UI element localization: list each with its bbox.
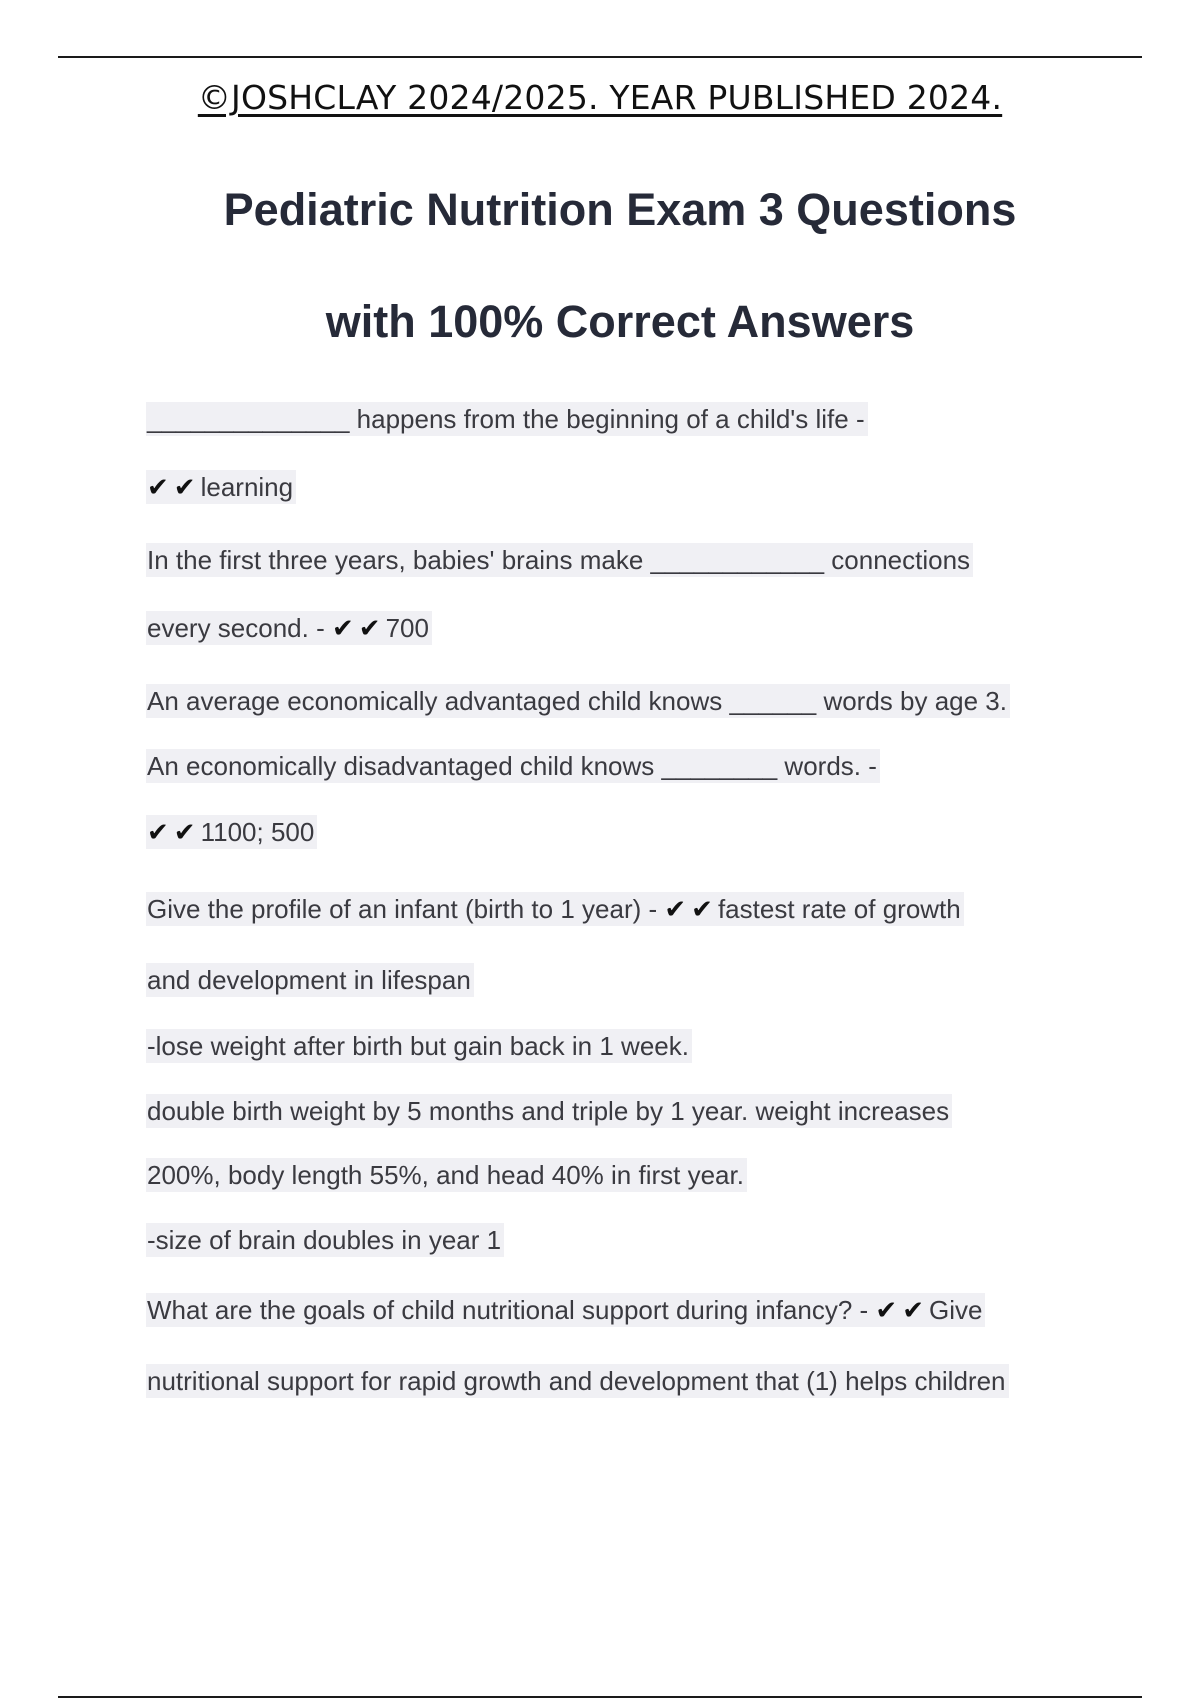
answer-2-text: 700 [385,613,429,643]
answer-3 [146,817,317,848]
copyright-header [0,78,1200,117]
question-2-text: In the first three years, babies' brains make ____________ connections [146,543,973,577]
page-title-line-2: with 100% Correct Answers [325,296,915,347]
answer-3-text: 1100; 500 [200,817,315,847]
answer-4-text-5: 200%, body length 55%, and head 40% in first year. [146,1158,747,1192]
question-3-text: An average economically advantaged child knows ______ words by age 3. [146,684,1010,718]
question-2 [146,545,973,576]
check-icon: ✔ [147,472,169,502]
answer-4-text-3: -lose weight after birth but gain back in 1 week. [146,1029,692,1063]
answer-4-line-6 [146,1225,504,1256]
answer-4-line-5 [146,1160,747,1191]
answer-4-line-2 [146,965,474,996]
check-icon: ✔ [331,613,354,643]
check-icon: ✔ [875,1295,898,1325]
question-1 [146,404,868,435]
answer-5-text-2: nutritional support for rapid growth and development that (1) helps children [146,1364,1009,1398]
answer-4-line-3 [146,1031,692,1062]
question-5 [146,1295,985,1326]
check-icon: ✔ [173,817,196,847]
bottom-rule [58,1696,1142,1698]
top-rule [58,56,1142,58]
question-2-cont [146,613,432,644]
question-4 [146,894,964,925]
check-icon: ✔ [147,817,169,847]
question-3 [146,686,1010,717]
question-5-text: What are the goals of child nutritional support during infancy? - [147,1295,876,1325]
answer-1-text: learning [200,472,294,502]
question-3-cont [146,751,880,782]
check-icon: ✔ [358,613,381,643]
page-title-line-1: Pediatric Nutrition Exam 3 Questions [223,184,1017,235]
answer-4-text-4: double birth weight by 5 months and triple by 1 year. weight increases [146,1094,952,1128]
check-icon: ✔ [173,472,196,502]
answer-5-line-2 [146,1366,1009,1397]
question-1-text: ______________ happens from the beginning of a child's life - [146,402,868,436]
copyright-text: ©JOSHCLAY 2024/2025. YEAR PUBLISHED 2024. [197,78,1003,117]
answer-4-line-4 [146,1096,952,1127]
question-4-text: Give the profile of an infant (birth to 1 year) - [147,894,665,924]
answer-4-text: fastest rate of growth [717,894,961,924]
answer-4-text-2: and development in lifespan [146,963,474,997]
answer-5-text: Give [929,1295,983,1325]
answer-1 [146,472,296,503]
check-icon: ✔ [664,894,687,924]
question-2-text-cont: every second. - [147,613,332,643]
check-icon: ✔ [691,894,713,924]
question-3-text-cont: An economically disadvantaged child knows ________ words. - [146,749,880,783]
answer-4-text-6: -size of brain doubles in year 1 [146,1223,504,1257]
check-icon: ✔ [902,1295,924,1325]
